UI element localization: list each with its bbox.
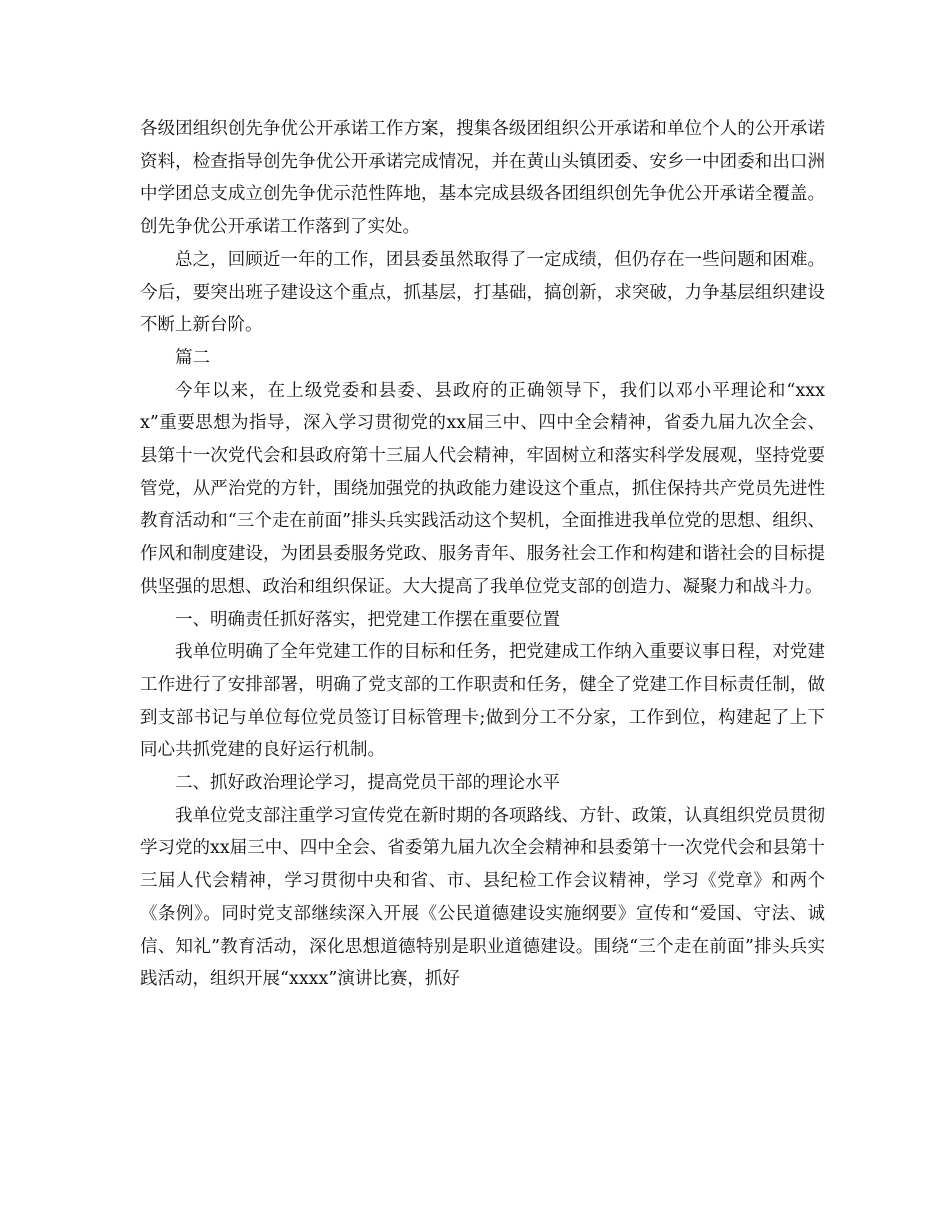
paragraph-responsibility: 我单位明确了全年党建工作的目标和任务，把党建成工作纳入重要议事日程，对党建工作进行了安排部署，明确了党支部的工作职责和任务，健全了党建工作目标责任制，做到支部书记与单位每位党员签订目标管理卡;做到分工不分家，工作到位，构建起了上下同心共抓党建的良好运行机制。 — [140, 642, 825, 761]
document-body — [140, 113, 825, 996]
section-label: 篇二 — [175, 347, 210, 368]
paragraph-intro: 今年以来，在上级党委和县委、县政府的正确领导下，我们以邓小平理论和“xxxx”重要思想为指导，深入学习贯彻党的xx届三中、四中全会精神，省委九届九次全会、县第十一次党代会和县政府第十三届人代会精神，牢固树立和落实科学发展观，坚持党要管党，从严治党的方针，围绕加强党的执政能力建设这个重点，抓住保持共产党员先进性教育活动和“三个走在前面”排头兵实践活动这个契机，全面推进我单位党的思想、组织、作风和制度建设，为团县委服务党政、服务青年、服务社会工作和构建和谐社会的目标提供坚强的思想、政治和组织保证。大大提高了我单位党支部的创造力、凝聚力和战斗力。 — [140, 380, 825, 597]
paragraph-continuation: 各级团组织创先争优公开承诺工作方案，搜集各级团组织公开承诺和单位个人的公开承诺资料，检查指导创先争优公开承诺完成情况，并在黄山头镇团委、安乡一中团委和出口洲中学团总支成立创先争优示范性阵地，基本完成县级各团组织创先争优公开承诺全覆盖。创先争优公开承诺工作落到了实处。 — [140, 119, 825, 238]
heading-one: 一、明确责任抓好落实，把党建工作摆在重要位置 — [175, 609, 560, 630]
heading-two: 二、抓好政治理论学习，提高党员干部的理论水平 — [175, 773, 560, 794]
paragraph-study: 我单位党支部注重学习宣传党在新时期的各项路线、方针、政策，认真组织党员贯彻学习党的xx届三中、四中全会、省委第九届九次全会精神和县委第十一次党代会和县第十三届人代会精神，学习贯彻中央和省、市、县纪检工作会议精神，学习《党章》和两个《条例》。同时党支部继续深入开展《公民道德建设实施纲要》宣传和“爱国、守法、诚信、知礼”教育活动，深化思想道德特别是职业道德建设。围绕“三个走在前面”排头兵实践活动，组织开展“xxxx”演讲比赛，抓好 — [140, 805, 825, 990]
paragraph-summary: 总之，回顾近一年的工作，团县委虽然取得了一定成绩，但仍存在一些问题和困难。今后，要突出班子建设这个重点，抓基层，打基础，搞创新，求突破，力争基层组织建设不断上新台阶。 — [140, 249, 825, 336]
